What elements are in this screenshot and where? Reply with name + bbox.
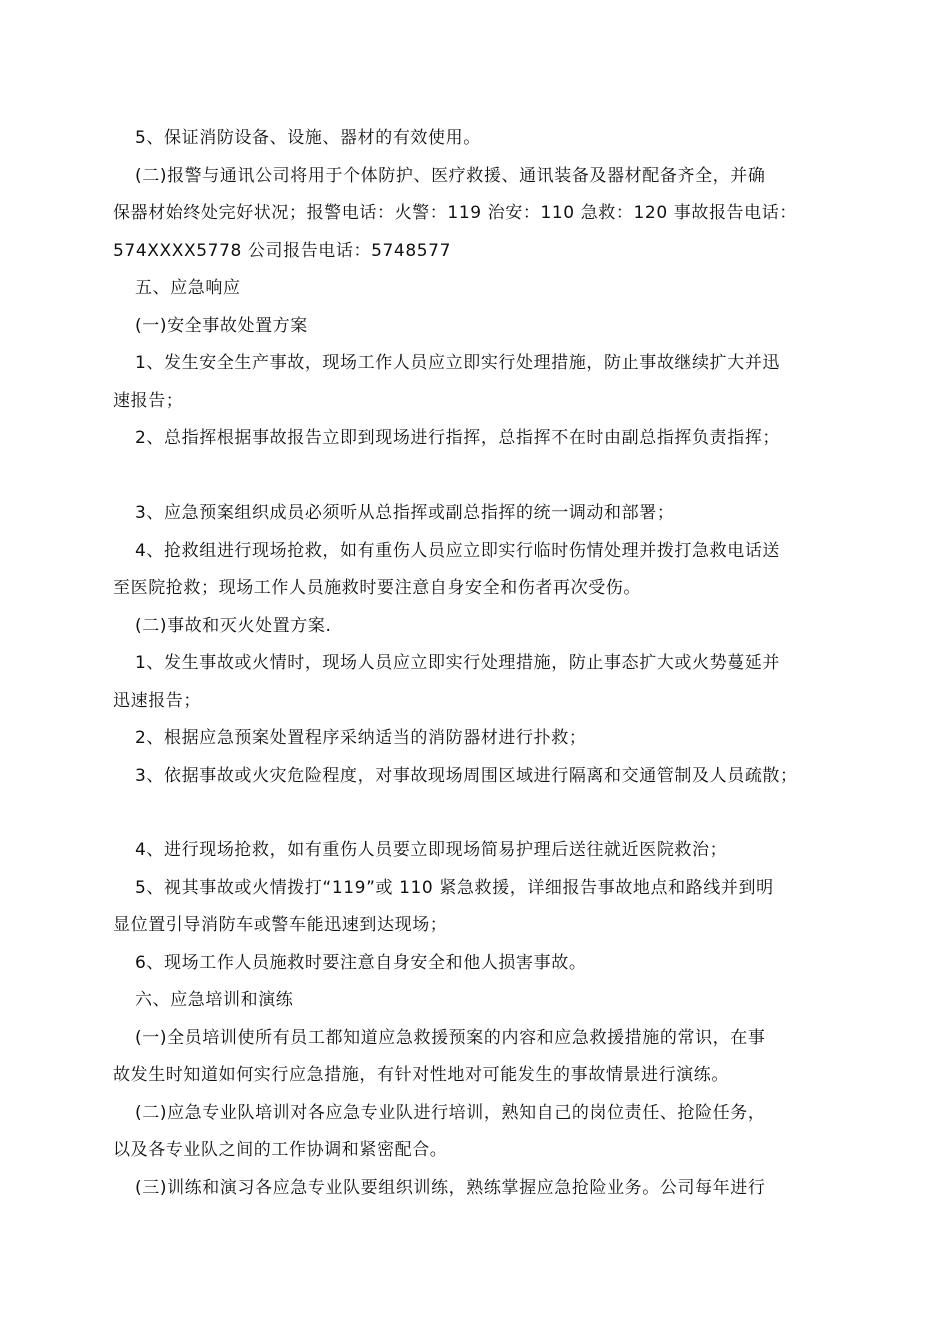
paragraph-line: 至医院抢救；现场工作人员施救时要注意自身安全和伤者再次受伤。 bbox=[113, 578, 641, 598]
paragraph-line: 故发生时知道如何实行应急措施，有针对性地对可能发生的事故情景进行演练。 bbox=[113, 1065, 729, 1085]
paragraph-line: 2、根据应急预案处置程序采纳适当的消防器材进行扑救； bbox=[135, 728, 587, 748]
paragraph-line: 6、现场工作人员施救时要注意自身安全和他人损害事故。 bbox=[135, 953, 587, 973]
paragraph-line: 以及各专业队之间的工作协调和紧密配合。 bbox=[113, 1140, 448, 1160]
paragraph-line: (一)全员培训使所有员工都知道应急救援预案的内容和应急救援措施的常识，在事 bbox=[135, 1028, 766, 1048]
paragraph-line: 5、视其事故或火情拨打“119”或 110 紧急救援，详细报告事故地点和路线并到明 bbox=[135, 878, 774, 898]
paragraph-line: 3、依据事故或火灾危险程度，对事故现场周围区域进行隔离和交通管制及人员疏散； bbox=[135, 766, 798, 786]
paragraph-line: 1、发生安全生产事故，现场工作人员应立即实行处理措施，防止事故继续扩大并迅 bbox=[135, 353, 781, 373]
paragraph-line: 574XXXX5778 公司报告电话：5748577 bbox=[113, 241, 452, 261]
paragraph-line: (二)报警与通讯公司将用于个体防护、医疗救援、通讯装备及器材配备齐全，并确 bbox=[135, 166, 766, 186]
section-heading: 五、应急响应 bbox=[135, 278, 241, 298]
section-heading: 六、应急培训和演练 bbox=[135, 990, 294, 1010]
subsection-heading: (一)安全事故处置方案 bbox=[135, 316, 308, 336]
paragraph-line: 5、保证消防设备、设施、器材的有效使用。 bbox=[135, 128, 481, 148]
paragraph-line: 1、发生事故或火情时，现场人员应立即实行处理措施，防止事态扩大或火势蔓延并 bbox=[135, 653, 781, 673]
paragraph-line: 速报告； bbox=[113, 391, 184, 411]
paragraph-line: 3、应急预案组织成员必须听从总指挥或副总指挥的统一调动和部署； bbox=[135, 503, 675, 523]
subsection-heading: (二)事故和灭火处置方案. bbox=[135, 616, 332, 636]
paragraph-line: 4、进行现场抢救，如有重伤人员要立即现场简易护理后送往就近医院救治； bbox=[135, 840, 728, 860]
paragraph-line: 显位置引导消防车或警车能迅速到达现场； bbox=[113, 915, 448, 935]
paragraph-line: 4、抢救组进行现场抢救，如有重伤人员应立即实行临时伤情处理并拨打急救电话送 bbox=[135, 541, 781, 561]
paragraph-line: 迅速报告； bbox=[113, 691, 201, 711]
paragraph-line: 保器材始终处完好状况；报警电话：火警：119 治安：110 急救：120 事故报告电话： bbox=[113, 203, 797, 223]
paragraph-line: 2、总指挥根据事故报告立即到现场进行指挥，总指挥不在时由副总指挥负责指挥； bbox=[135, 428, 781, 448]
paragraph-line: (二)应急专业队培训对各应急专业队进行培训，熟知自己的岗位责任、抢险任务， bbox=[135, 1103, 766, 1123]
paragraph-line: (三)训练和演习各应急专业队要组织训练，熟练掌握应急抢险业务。公司每年进行 bbox=[135, 1178, 766, 1198]
